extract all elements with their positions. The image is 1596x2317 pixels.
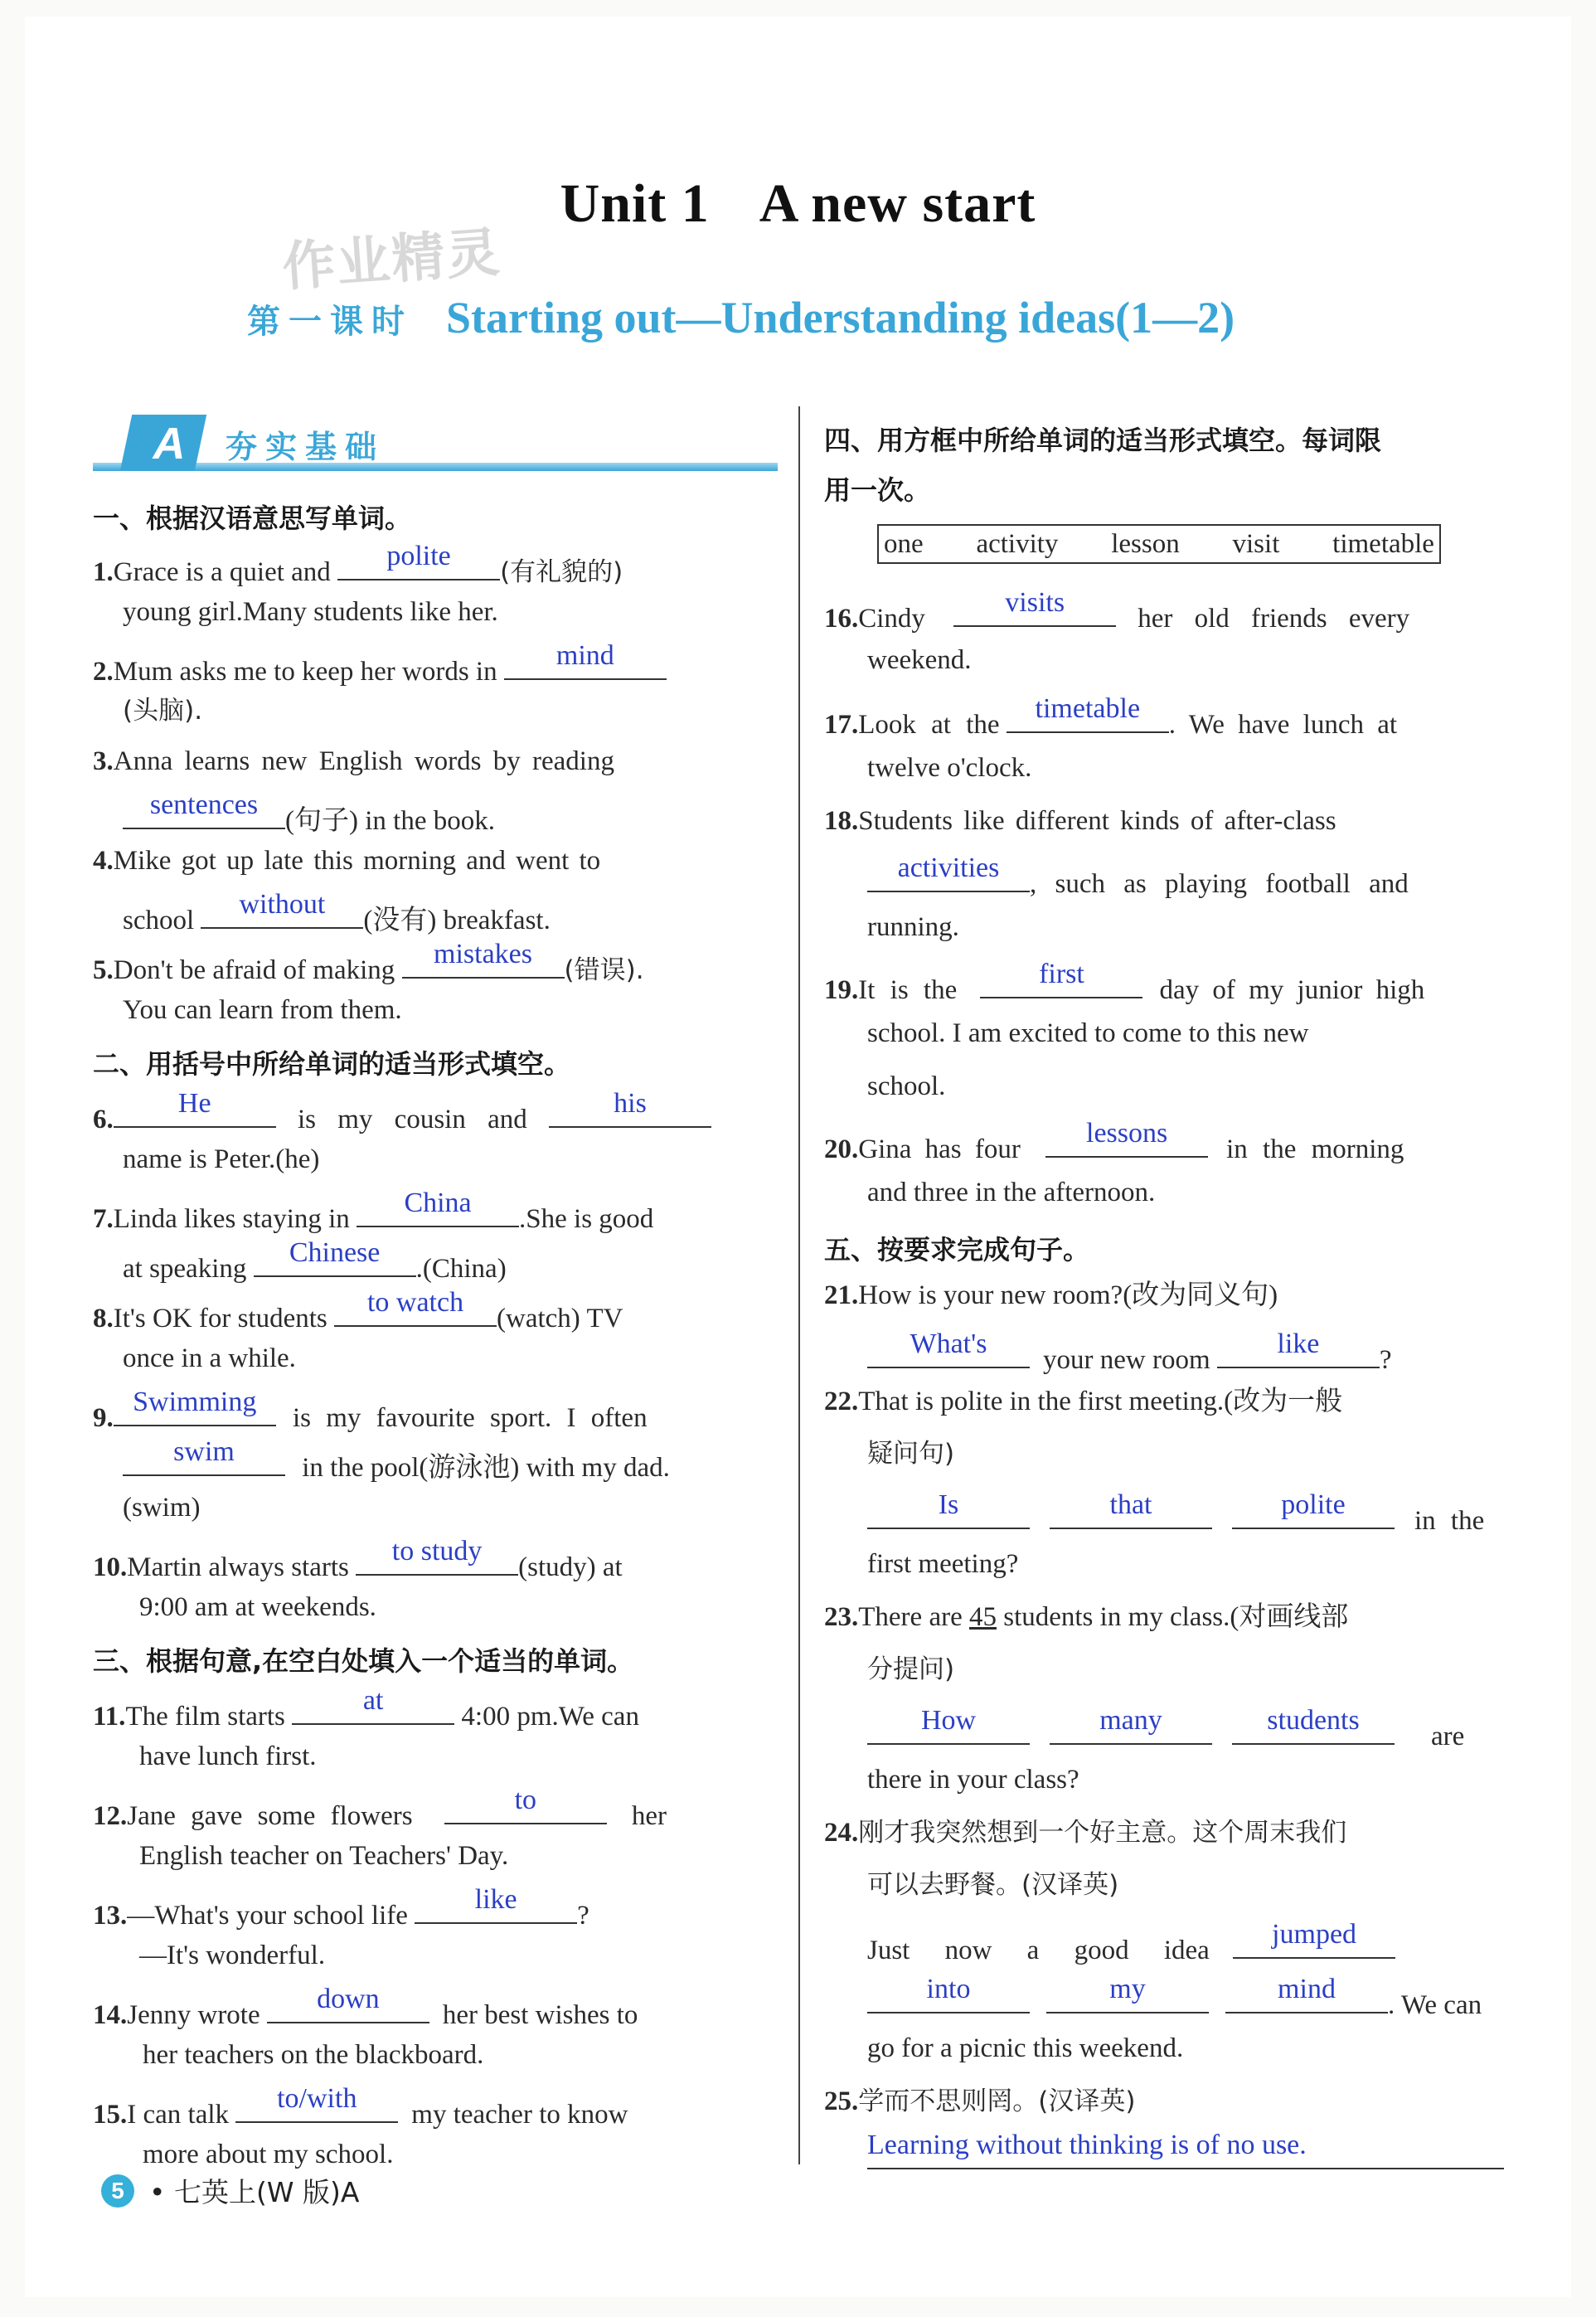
- q21-text-b: your new room: [1043, 1345, 1210, 1375]
- q2-line2: (头脑).: [123, 696, 203, 726]
- q18-text-a: Students like different kinds of after-class: [858, 806, 1336, 836]
- column-divider: [798, 406, 800, 2164]
- question-21: [824, 1282, 1278, 1309]
- word-box-item: timetable: [1332, 528, 1434, 559]
- unit-name: A new start: [759, 173, 1036, 234]
- q11-answer: at: [362, 1685, 384, 1716]
- q24-line4: [867, 1974, 1482, 2020]
- q5-hint: (错误).: [564, 955, 644, 985]
- q13-line2: —It's wonderful.: [139, 1941, 326, 1970]
- q7-blank-2[interactable]: [254, 1237, 416, 1277]
- q15-line2: more about my school.: [143, 2140, 394, 2169]
- q18-line3: running.: [867, 912, 959, 942]
- q1-blank[interactable]: [337, 541, 500, 580]
- q9-answer-1: Swimming: [133, 1387, 257, 1417]
- q11-line2: have lunch first.: [139, 1741, 317, 1771]
- q17-line2: twelve o'clock.: [867, 753, 1032, 783]
- q12-answer: to: [514, 1785, 537, 1815]
- q25-text-a: 学而不思则罔。(汉译英): [858, 2086, 1136, 2116]
- q24-blank-2[interactable]: [867, 1974, 1030, 2013]
- q25-answer: Learning without thinking is of no use.: [867, 2130, 1307, 2160]
- question-24: [824, 1819, 1346, 1847]
- q18-text-b: , such as playing football and: [1030, 869, 1409, 899]
- page-number: 5: [101, 2174, 134, 2208]
- q13-text-b: ?: [577, 1901, 589, 1931]
- q21-line2: [867, 1329, 1392, 1375]
- q3-text-c: (句子) in the book.: [285, 806, 495, 836]
- section-a-header: [93, 415, 778, 479]
- q17-text-b: . We have lunch at: [1168, 710, 1398, 740]
- word-box-item: lesson: [1111, 528, 1180, 559]
- q21-text-c: ?: [1379, 1345, 1392, 1375]
- q14-blank[interactable]: [267, 1984, 429, 2023]
- q22-line3: [867, 1489, 1485, 1536]
- q22-answer-1: Is: [938, 1489, 959, 1520]
- q21-blank-1[interactable]: [867, 1329, 1030, 1368]
- q23-text-a: There are: [858, 1602, 963, 1632]
- part4-heading-line2: 用一次。: [824, 474, 931, 506]
- q7-text-b: .She is good: [519, 1204, 654, 1234]
- question-4: [93, 848, 600, 875]
- q9-text-a: is my favourite sport. I often: [293, 1403, 648, 1433]
- q15-num: 15.: [93, 2100, 128, 2130]
- q24-num: 24.: [824, 1818, 859, 1848]
- q15-answer: to/with: [277, 2083, 357, 2114]
- q13-num: 13.: [93, 1901, 128, 1931]
- lesson-number: 第一课时: [247, 303, 413, 341]
- q4-text-b: school: [123, 906, 195, 935]
- part4-heading-line1: 四、用方框中所给单词的适当形式填空。每词限: [824, 425, 1382, 456]
- q20-line2: and three in the afternoon.: [867, 1178, 1156, 1207]
- word-box: [877, 524, 1441, 564]
- question-22: [824, 1388, 1342, 1416]
- q1-line2: young girl.Many students like her.: [123, 597, 498, 627]
- q4-text-a: Mike got up late this morning and went to: [113, 846, 601, 876]
- q24-answer-3: my: [1109, 1974, 1146, 2004]
- page-footer: [101, 2171, 359, 2210]
- question-16: [824, 587, 1410, 634]
- q9-line3: (swim): [123, 1493, 201, 1523]
- question-12: [93, 1785, 667, 1831]
- q22-num: 22.: [824, 1387, 859, 1416]
- q24-text-a: 刚才我突然想到一个好主意。这个周末我们: [858, 1818, 1347, 1848]
- q2-answer: mind: [555, 640, 614, 671]
- q22-answer-2: that: [1109, 1489, 1152, 1520]
- q16-num: 16.: [824, 604, 859, 634]
- q6-answer-2: his: [614, 1088, 647, 1119]
- q24-blank-4[interactable]: [1225, 1974, 1388, 2013]
- q10-text-a: Martin always starts: [127, 1552, 349, 1582]
- q11-text-b: 4:00 pm.We can: [461, 1702, 639, 1732]
- question-13: [93, 1884, 589, 1931]
- q21-answer-2: like: [1277, 1329, 1320, 1359]
- q8-num: 8.: [93, 1304, 114, 1333]
- question-8: [93, 1287, 623, 1333]
- q24-line5: go for a picnic this weekend.: [867, 2033, 1184, 2063]
- q16-text-b: her old friends every: [1138, 604, 1410, 634]
- q22-text-a: That is polite in the first meeting.(改为一般: [858, 1387, 1343, 1416]
- q18-blank[interactable]: [867, 852, 1030, 892]
- q10-line2: 9:00 am at weekends.: [139, 1592, 376, 1622]
- q10-text-b: (study) at: [518, 1552, 623, 1582]
- q19-answer: first: [1039, 959, 1084, 989]
- q4-line2: [123, 889, 551, 935]
- q3-line2: [123, 789, 495, 836]
- q19-line2: school. I am excited to come to this new: [867, 1018, 1309, 1048]
- q5-line2: You can learn from them.: [123, 995, 402, 1025]
- q22-blank-3[interactable]: [1232, 1489, 1395, 1529]
- q4-blank[interactable]: [201, 889, 363, 929]
- question-5: [93, 939, 644, 985]
- q23-line3: [867, 1705, 1465, 1751]
- q21-answer-1: What's: [910, 1329, 987, 1359]
- q24-text-d: . We can: [1388, 1990, 1482, 2020]
- q7-line2: [123, 1237, 507, 1284]
- footer-text: • 七英上(W 版)A: [149, 2176, 360, 2208]
- q12-blank[interactable]: [444, 1785, 607, 1824]
- q14-num: 14.: [93, 2000, 128, 2030]
- part1-heading: 一、根据汉语意思写单词。: [93, 503, 412, 534]
- q12-line2: English teacher on Teachers' Day.: [139, 1841, 509, 1871]
- word-box-item: one: [884, 528, 924, 559]
- q4-answer: without: [239, 889, 326, 920]
- q24-line2: 可以去野餐。(汉译英): [867, 1870, 1119, 1900]
- q17-num: 17.: [824, 710, 859, 740]
- q8-text-a: It's OK for students: [113, 1304, 327, 1333]
- watermark: 作业精灵: [280, 221, 503, 299]
- unit-number: Unit 1: [560, 173, 710, 234]
- question-9: [93, 1387, 648, 1433]
- q22-answer-3: polite: [1281, 1489, 1346, 1520]
- q13-answer: like: [474, 1884, 517, 1915]
- q6-answer-1: He: [177, 1088, 211, 1119]
- q24-answer-4: mind: [1278, 1974, 1336, 2004]
- q17-text-a: Look at the: [858, 710, 1000, 740]
- question-23: [824, 1604, 1348, 1631]
- q19-num: 19.: [824, 975, 859, 1005]
- question-19: [824, 959, 1425, 1005]
- q23-blank-2[interactable]: [1050, 1705, 1212, 1745]
- question-1: [93, 541, 623, 587]
- q9-text-b: in the pool(游泳池) with my dad.: [302, 1453, 670, 1483]
- q4-text-c: (没有) breakfast.: [363, 906, 551, 935]
- word-box-item: activity: [976, 528, 1059, 559]
- q7-answer-1: China: [404, 1188, 472, 1218]
- q24-text-c: Just now a good idea: [867, 1936, 1210, 1965]
- q9-num: 9.: [93, 1403, 114, 1433]
- q1-text-a: Grace is a quiet and: [113, 557, 331, 587]
- q19-text-a: It is the: [858, 975, 958, 1005]
- q16-line2: weekend.: [867, 645, 972, 675]
- q5-text-a: Don't be afraid of making: [113, 955, 395, 985]
- lesson-name: Starting out—Understanding ideas(1—2): [446, 293, 1235, 342]
- q17-answer: timetable: [1035, 693, 1141, 724]
- q5-num: 5.: [93, 955, 114, 985]
- question-25: [824, 2088, 1135, 2115]
- q19-line3: school.: [867, 1071, 946, 1101]
- q22-blank-2[interactable]: [1050, 1489, 1212, 1529]
- q18-answer: activities: [897, 852, 1000, 883]
- q3-num: 3.: [93, 746, 114, 776]
- q23-answer-1: How: [920, 1705, 977, 1736]
- q9-answer-2: swim: [173, 1436, 235, 1467]
- q24-blank-1[interactable]: [1233, 1919, 1395, 1959]
- q10-num: 10.: [93, 1552, 128, 1582]
- q23-underlined-number: 45: [968, 1602, 997, 1632]
- q2-text-a: Mum asks me to keep her words in: [113, 657, 497, 687]
- q3-text-a: Anna learns new English words by reading: [113, 746, 614, 776]
- unit-title: [0, 172, 1596, 236]
- q8-blank[interactable]: [334, 1287, 497, 1327]
- q7-text-c: at speaking: [123, 1254, 247, 1284]
- q16-blank[interactable]: [953, 587, 1116, 627]
- q7-num: 7.: [93, 1204, 114, 1234]
- q15-blank[interactable]: [235, 2083, 398, 2123]
- question-10: [93, 1536, 623, 1582]
- q5-blank[interactable]: [402, 939, 565, 979]
- q22-blank-1[interactable]: [867, 1489, 1030, 1529]
- q11-num: 11.: [93, 1702, 126, 1732]
- lesson-title: [247, 292, 1235, 343]
- q21-num: 21.: [824, 1280, 859, 1310]
- q14-text-b: her best wishes to: [442, 2000, 638, 2030]
- q14-text-a: Jenny wrote: [127, 2000, 260, 2030]
- q21-text-a: How is your new room?(改为同义句): [858, 1280, 1278, 1310]
- q17-blank[interactable]: [1007, 693, 1169, 733]
- q20-answer: lessons: [1086, 1118, 1168, 1149]
- q13-text-a: —What's your school life: [127, 1901, 408, 1931]
- q11-blank[interactable]: [292, 1685, 454, 1725]
- q16-text-a: Cindy: [858, 604, 925, 634]
- q7-text-a: Linda likes staying in: [113, 1204, 350, 1234]
- q3-blank[interactable]: [123, 789, 285, 829]
- q4-num: 4.: [93, 846, 114, 876]
- q23-answer-2: many: [1099, 1705, 1162, 1736]
- q24-line3: [867, 1919, 1395, 1965]
- q9-blank-1[interactable]: [114, 1387, 276, 1426]
- part5-heading: 五、按要求完成句子。: [824, 1234, 1090, 1265]
- q18-num: 18.: [824, 806, 859, 836]
- q6-blank-1[interactable]: [114, 1088, 276, 1128]
- q23-blank-3[interactable]: [1232, 1705, 1395, 1745]
- q11-text-a: The film starts: [125, 1702, 285, 1732]
- q23-text-b: students in my class.(对画线部: [1003, 1602, 1349, 1632]
- q7-text-d: .(China): [415, 1254, 507, 1284]
- q19-blank[interactable]: [980, 959, 1142, 998]
- question-11: [93, 1685, 639, 1732]
- q18-line2: [867, 852, 1409, 899]
- q22-line4: first meeting?: [867, 1549, 1019, 1579]
- q25-line2: [867, 2130, 1504, 2175]
- q6-line2: name is Peter.(he): [123, 1144, 320, 1174]
- question-17: [824, 693, 1398, 740]
- question-7: [93, 1188, 654, 1234]
- q12-num: 12.: [93, 1801, 128, 1831]
- q22-line2: 疑问句): [867, 1439, 955, 1469]
- q16-answer: visits: [1005, 587, 1065, 618]
- q20-text-a: Gina has four: [858, 1134, 1021, 1164]
- q8-line2: once in a while.: [123, 1343, 296, 1373]
- q23-num: 23.: [824, 1602, 859, 1632]
- section-label: 夯实基础: [226, 429, 386, 465]
- q13-blank[interactable]: [415, 1884, 577, 1924]
- q7-blank-1[interactable]: [357, 1188, 519, 1227]
- q20-num: 20.: [824, 1134, 859, 1164]
- q24-blank-3[interactable]: [1046, 1974, 1209, 2013]
- q23-blank-1[interactable]: [867, 1705, 1030, 1745]
- q24-answer-2: into: [926, 1974, 971, 2004]
- part2-heading: 二、用括号中所给单词的适当形式填空。: [93, 1048, 571, 1080]
- q14-line2: her teachers on the blackboard.: [143, 2040, 484, 2070]
- q6-num: 6.: [93, 1105, 114, 1134]
- q23-line2: 分提问): [867, 1654, 955, 1684]
- q8-text-b: (watch) TV: [497, 1304, 623, 1333]
- word-box-item: visit: [1232, 528, 1280, 559]
- q1-answer: polite: [386, 541, 451, 571]
- q15-text-b: my teacher to know: [411, 2100, 628, 2130]
- question-18: [824, 808, 1336, 835]
- question-14: [93, 1984, 638, 2030]
- part3-heading: 三、根据句意,在空白处填入一个适当的单词。: [93, 1645, 634, 1677]
- q10-blank[interactable]: [356, 1536, 518, 1576]
- q12-text-a: Jane gave some flowers: [127, 1801, 413, 1831]
- q5-answer: mistakes: [434, 939, 532, 969]
- q10-answer: to study: [391, 1536, 483, 1567]
- q2-blank[interactable]: [504, 640, 667, 680]
- question-2: [93, 640, 667, 687]
- question-6: [93, 1088, 711, 1134]
- q3-answer: sentences: [149, 789, 259, 820]
- q20-blank[interactable]: [1045, 1118, 1208, 1158]
- question-20: [824, 1118, 1404, 1164]
- q20-text-b: in the morning: [1226, 1134, 1404, 1164]
- q1-num: 1.: [93, 557, 114, 587]
- q1-hint: (有礼貌的): [500, 557, 623, 587]
- q22-text-c: in the: [1414, 1506, 1485, 1536]
- q6-text-a: is my cousin and: [298, 1105, 527, 1134]
- q15-text-a: I can talk: [127, 2100, 230, 2130]
- q2-num: 2.: [93, 657, 114, 687]
- q23-answer-3: students: [1267, 1705, 1360, 1736]
- q9-blank-2[interactable]: [123, 1436, 285, 1476]
- q6-blank-2[interactable]: [549, 1088, 711, 1128]
- q25-blank[interactable]: [867, 2130, 1504, 2169]
- q9-line2: [123, 1436, 670, 1483]
- q8-answer: to watch: [366, 1287, 464, 1318]
- q24-answer-1: jumped: [1272, 1919, 1357, 1950]
- q23-line4: there in your class?: [867, 1765, 1079, 1795]
- q12-text-b: her: [631, 1801, 667, 1831]
- section-letter: A: [153, 419, 186, 469]
- question-3: [93, 748, 614, 775]
- q25-num: 25.: [824, 2086, 859, 2116]
- q21-blank-2[interactable]: [1217, 1329, 1380, 1368]
- question-15: [93, 2083, 628, 2130]
- q7-answer-2: Chinese: [289, 1237, 381, 1268]
- q19-text-b: day of my junior high: [1159, 975, 1425, 1005]
- q23-text-d: are: [1431, 1722, 1465, 1751]
- q14-answer: down: [317, 1984, 380, 2014]
